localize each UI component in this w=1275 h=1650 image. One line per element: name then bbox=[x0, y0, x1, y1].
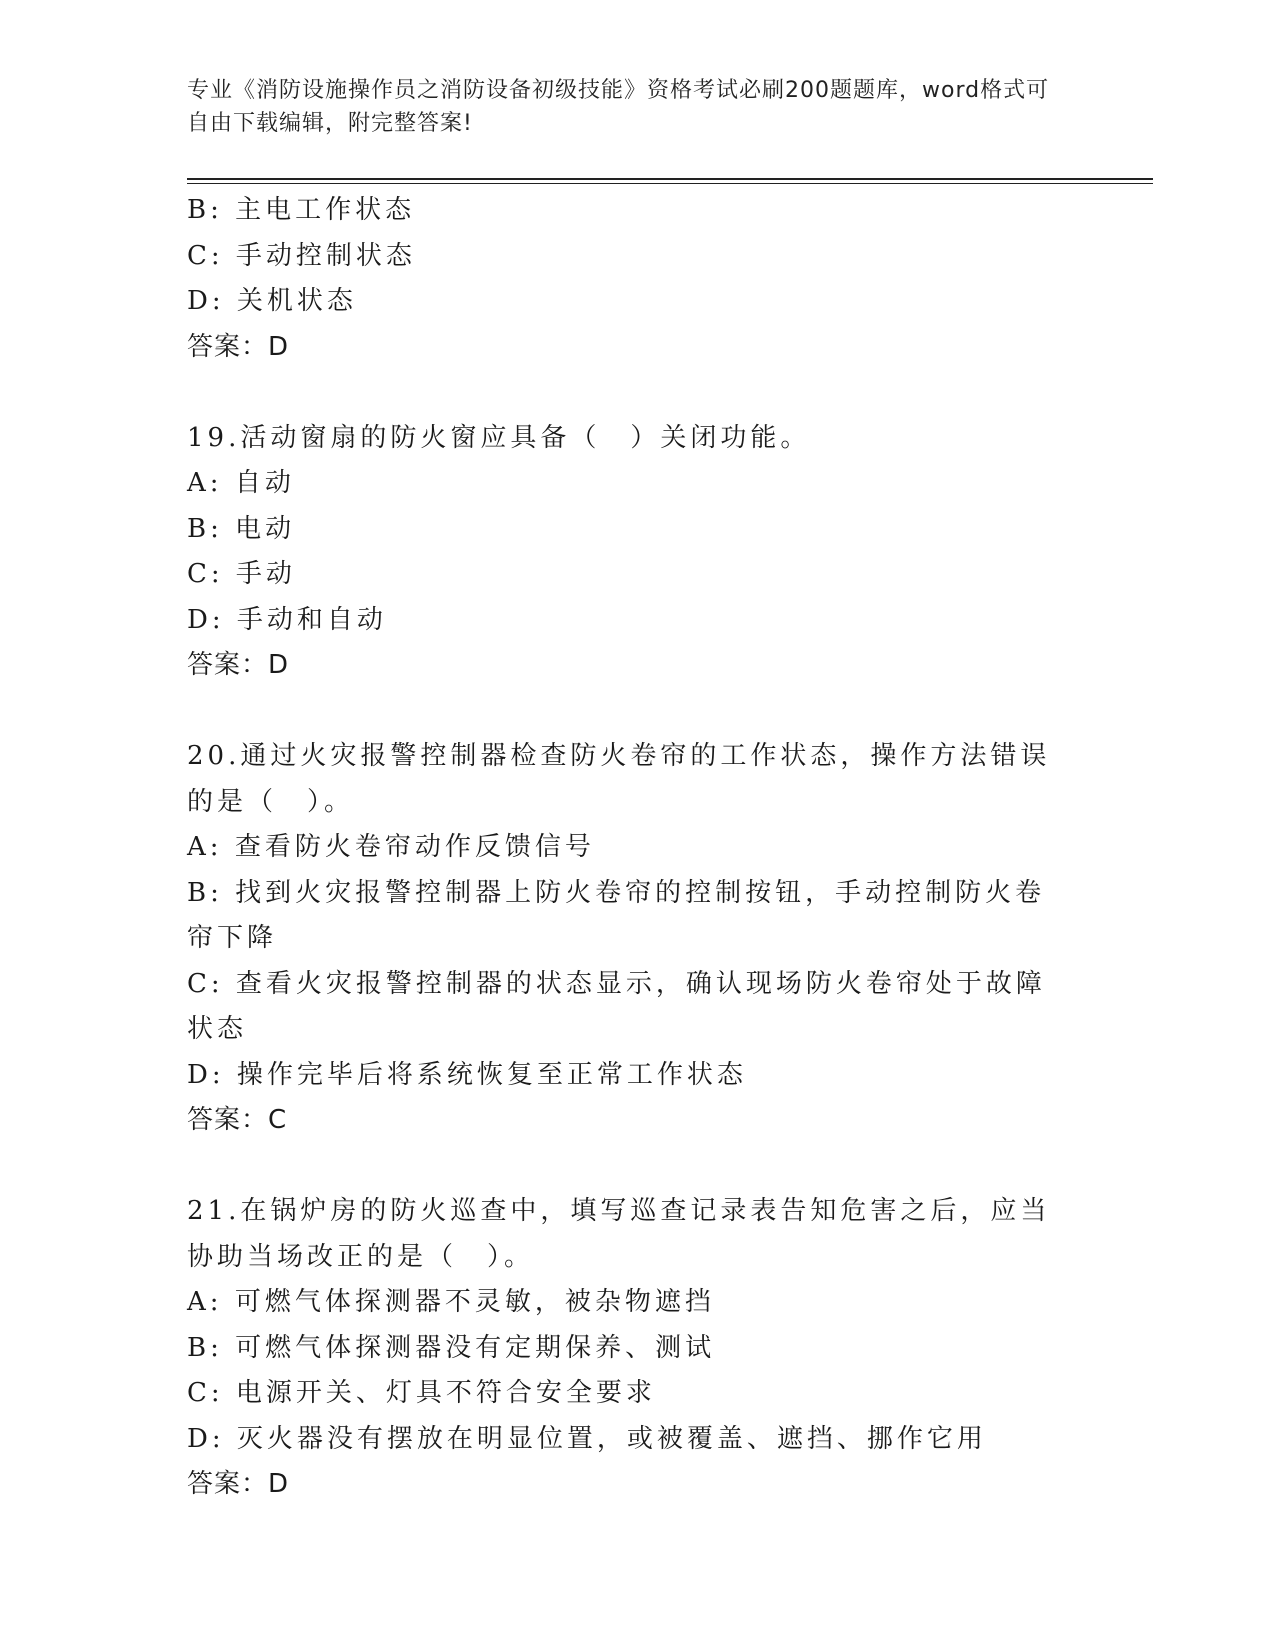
option-text: 可燃气体探测器没有定期保养、测试 bbox=[235, 1332, 716, 1363]
option-label: D: bbox=[187, 604, 237, 635]
option-c bbox=[187, 962, 1067, 1053]
option-c bbox=[187, 552, 1067, 598]
answer: 答案：D bbox=[187, 331, 290, 362]
option-label: D: bbox=[187, 286, 237, 316]
option-label: C: bbox=[187, 559, 236, 589]
question-20 bbox=[187, 734, 1067, 1144]
question-21 bbox=[187, 1189, 1067, 1508]
option-a bbox=[187, 825, 1067, 871]
option-b bbox=[187, 507, 1067, 553]
option-label: B: bbox=[187, 877, 236, 908]
option-c bbox=[187, 1371, 1067, 1417]
answer: 答案：D bbox=[187, 650, 290, 680]
option-text: 自动 bbox=[234, 468, 295, 498]
option-text: 电动 bbox=[235, 513, 296, 544]
answer: 答案：C bbox=[187, 1105, 288, 1135]
option-d bbox=[187, 1053, 1067, 1099]
option-text: 手动和自动 bbox=[236, 604, 387, 635]
option-text: 关机状态 bbox=[236, 286, 357, 316]
option-text: 主电工作状态 bbox=[235, 195, 416, 225]
option-label: B: bbox=[187, 513, 236, 544]
header-rule-thick bbox=[187, 178, 1153, 180]
option-label: D: bbox=[187, 1423, 237, 1454]
option-b bbox=[187, 1326, 1067, 1372]
option-d bbox=[187, 279, 1067, 325]
document-header: 专业《消防设施操作员之消防设备初级技能》资格考试必刷200题题库，word格式可自由下载编辑，附完整答案! bbox=[187, 78, 1050, 136]
question-stem: 19.活动窗扇的防火窗应具备（ ）关闭功能。 bbox=[187, 422, 811, 453]
option-text: 查看火灾报警控制器的状态显示，确认现场防火卷帘处于故障状态 bbox=[187, 968, 1046, 1044]
option-label: C: bbox=[187, 968, 236, 999]
option-b bbox=[187, 188, 1067, 234]
option-text: 电源开关、灯具不符合安全要求 bbox=[235, 1378, 656, 1408]
option-label: A: bbox=[187, 832, 235, 862]
option-a bbox=[187, 1280, 1067, 1326]
question-18-continued bbox=[187, 188, 1067, 370]
option-label: D: bbox=[187, 1059, 237, 1090]
option-label: B: bbox=[187, 195, 236, 225]
option-text: 可燃气体探测器不灵敏，被杂物遮挡 bbox=[234, 1287, 715, 1317]
question-stem: 21.在锅炉房的防火巡查中，填写巡查记录表告知危害之后，应当协助当场改正的是（ ）。 bbox=[187, 1196, 1051, 1272]
option-a bbox=[187, 461, 1067, 507]
option-label: C: bbox=[187, 1378, 236, 1408]
question-19 bbox=[187, 416, 1067, 689]
header-rule-thin bbox=[187, 183, 1153, 184]
option-d bbox=[187, 598, 1067, 644]
question-list bbox=[187, 188, 1067, 1508]
option-b bbox=[187, 871, 1067, 962]
option-label: A: bbox=[187, 1287, 235, 1317]
option-label: B: bbox=[187, 1332, 236, 1363]
option-d bbox=[187, 1417, 1067, 1463]
option-label: A: bbox=[187, 468, 235, 498]
option-label: C: bbox=[187, 240, 236, 271]
option-text: 找到火灾报警控制器上防火卷帘的控制按钮，手动控制防火卷帘下降 bbox=[187, 877, 1046, 953]
question-stem: 20.通过火灾报警控制器检查防火卷帘的工作状态，操作方法错误的是（ ）。 bbox=[187, 741, 1051, 817]
option-text: 手动控制状态 bbox=[235, 240, 416, 271]
option-text: 操作完毕后将系统恢复至正常工作状态 bbox=[236, 1059, 747, 1090]
option-text: 手动 bbox=[235, 559, 296, 589]
option-c bbox=[187, 234, 1067, 280]
option-text: 灭火器没有摆放在明显位置，或被覆盖、遮挡、挪作它用 bbox=[236, 1423, 987, 1454]
option-text: 查看防火卷帘动作反馈信号 bbox=[234, 832, 595, 862]
answer: 答案：D bbox=[187, 1469, 290, 1499]
